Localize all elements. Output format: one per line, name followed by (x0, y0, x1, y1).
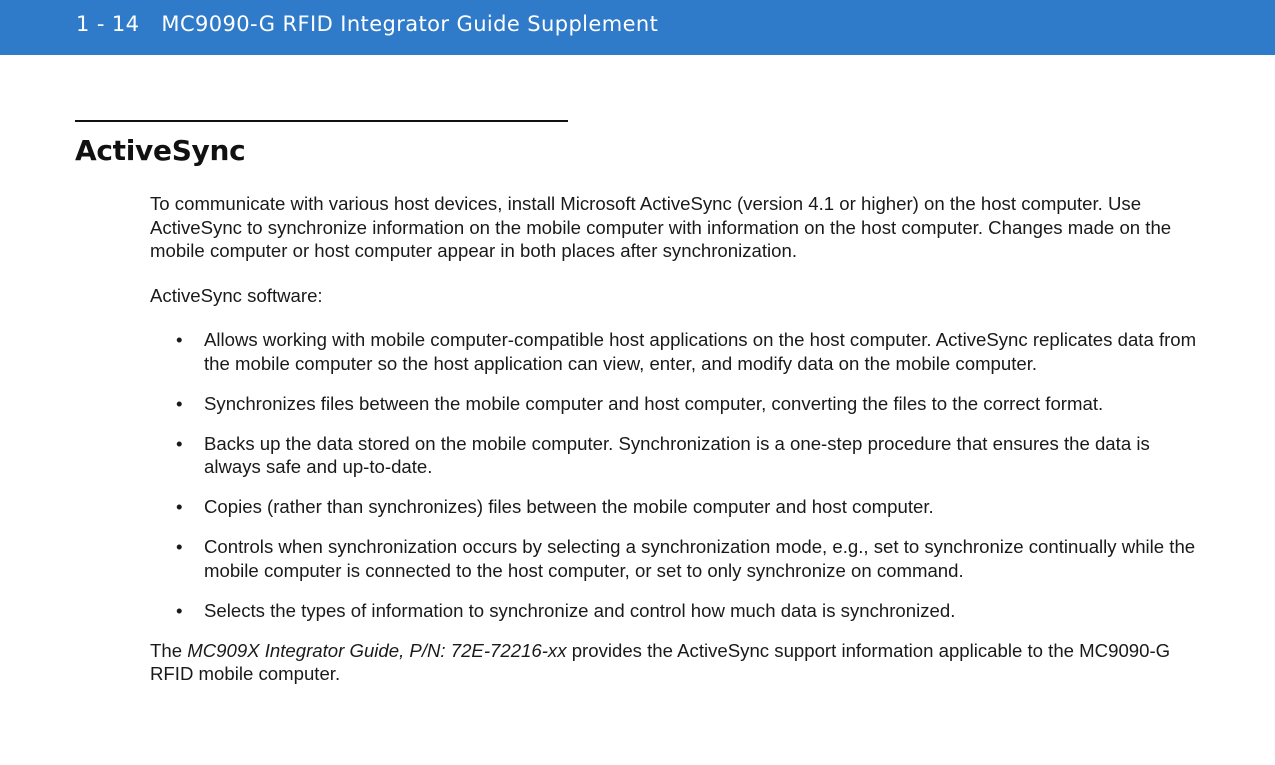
section-body (150, 192, 1210, 707)
list-item-text: Allows working with mobile computer-compatible host applications on the host computer. ActiveSync replicates data from the mobile computer so the host application can view, enter, and modify data on the mobile computer. (204, 329, 1197, 374)
list-item-text: Synchronizes files between the mobile computer and host computer, converting the files to the correct format. (204, 392, 1104, 414)
list-item (150, 432, 1210, 479)
list-item-text: Copies (rather than synchronizes) files between the mobile computer and host computer. (204, 496, 934, 517)
bullet-icon: • (176, 329, 183, 350)
list-item (150, 535, 1210, 582)
bullet-icon: • (176, 536, 183, 557)
guide-reference: MC909X Integrator Guide, P/N: 72E-72216-xx (187, 639, 567, 661)
list-item (150, 392, 1210, 416)
software-label: ActiveSync software: (150, 284, 323, 306)
bullet-icon: • (176, 392, 183, 414)
list-item-text: Controls when synchronization occurs by selecting a synchronization mode, e.g., set to synchronize continually while the mobile computer is connected to the host computer, or set to only synchronize on command. (204, 536, 1196, 581)
section-title: ActiveSync (75, 134, 246, 167)
page-number: 1 - 14 (76, 12, 140, 36)
page-header-bar (0, 0, 1275, 55)
bullet-icon: • (176, 432, 183, 454)
closing-suffix: provides the ActiveSync support information applicable to the MC9090-G RFID mobile computer. (150, 639, 1171, 684)
closing-paragraph (150, 639, 1210, 686)
bullet-icon: • (176, 496, 183, 517)
bullet-icon: • (176, 599, 183, 621)
page-header (76, 12, 658, 36)
intro-paragraph: To communicate with various host devices, install Microsoft ActiveSync (version 4.1 or higher) on the host computer. Use ActiveSync to synchronize information on the mobile computer with information on the host computer. Changes made on the mobile computer or host computer appear in both places after synchronization. (150, 193, 1172, 261)
section-rule (75, 120, 568, 122)
list-item (150, 328, 1210, 375)
list-item-text: Selects the types of information to synchronize and control how much data is synchronized. (204, 599, 956, 621)
feature-list (150, 328, 1210, 622)
list-item (150, 599, 1210, 623)
list-item (150, 495, 1210, 519)
closing-prefix: The (150, 639, 188, 661)
document-title: MC9090-G RFID Integrator Guide Supplement (161, 12, 659, 36)
list-item-text: Backs up the data stored on the mobile computer. Synchronization is a one-step procedure that ensures the data is always safe and up-to-date. (204, 432, 1150, 477)
